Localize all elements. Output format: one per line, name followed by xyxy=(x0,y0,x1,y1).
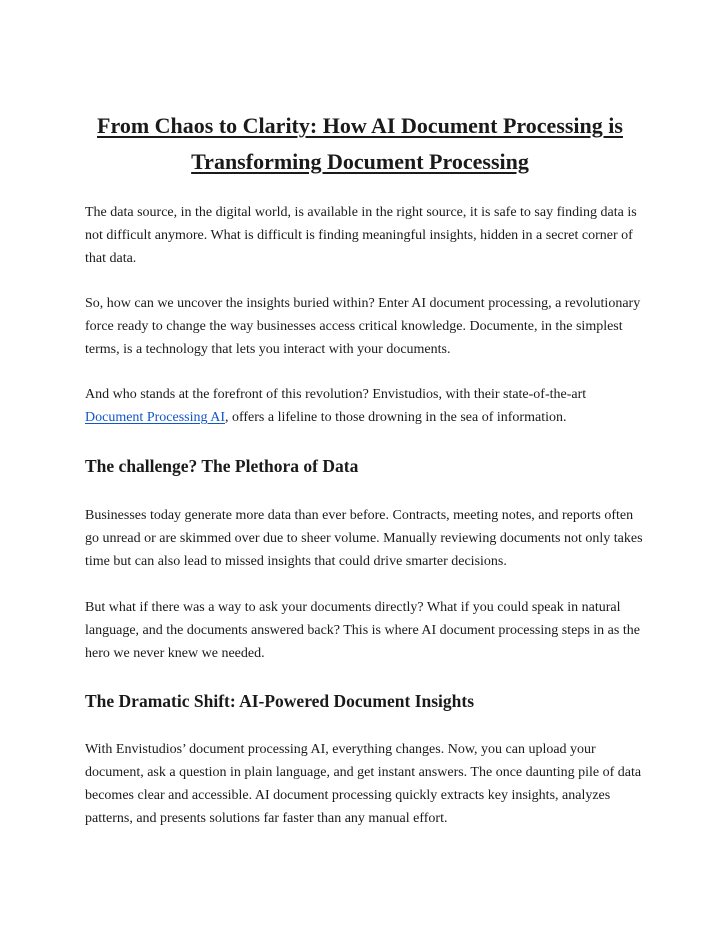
document-processing-ai-link[interactable]: Document Processing AI xyxy=(85,410,225,425)
dramatic-shift-paragraph-1: With Envistudios’ document processing AI, everything changes. Now, you can upload your document, ask a question in plain language, and get instant answers. The once daunting pile of data becomes clear and accessible. AI document processing quickly extracts key insights, analyzes patterns, and presents solutions far faster than any manual effort. xyxy=(85,742,642,826)
challenge-paragraph-2: But what if there was a way to ask your documents directly? What if you could speak in natural language, and the documents answered back? This is where AI document processing steps in as the hero we never knew we needed. xyxy=(85,600,640,661)
intro-paragraph-3 xyxy=(85,383,645,429)
intro-paragraph-3-text-end: , offers a lifeline to those drowning in the sea of information. xyxy=(224,410,567,425)
section-heading-challenge: The challenge? The Plethora of Data xyxy=(85,456,359,476)
intro-paragraph-2: So, how can we uncover the insights buried within? Enter AI document processing, a revolutionary force ready to change the way businesses access critical knowledge. Documente, in the simplest terms, is a technology that lets you interact with your documents. xyxy=(85,296,641,357)
intro-paragraph-3-text-start: And who stands at the forefront of this revolution? Envistudios, with their state-of-the-art xyxy=(85,387,587,402)
intro-paragraph-1: The data source, in the digital world, is available in the right source, it is safe to say finding data is not difficult anymore. What is difficult is finding meaningful insights, hidden in a secret corner of that data. xyxy=(85,205,637,266)
challenge-paragraph-1: Businesses today generate more data than ever before. Contracts, meeting notes, and reports often go unread or are skimmed over due to sheer volume. Manually reviewing documents not only takes time but can also lead to missed insights that could drive smarter decisions. xyxy=(85,508,643,569)
section-heading-dramatic-shift: The Dramatic Shift: AI-Powered Document Insights xyxy=(85,691,475,711)
document-title: From Chaos to Clarity: How AI Document Processing is Transforming Document Processing xyxy=(97,113,623,174)
